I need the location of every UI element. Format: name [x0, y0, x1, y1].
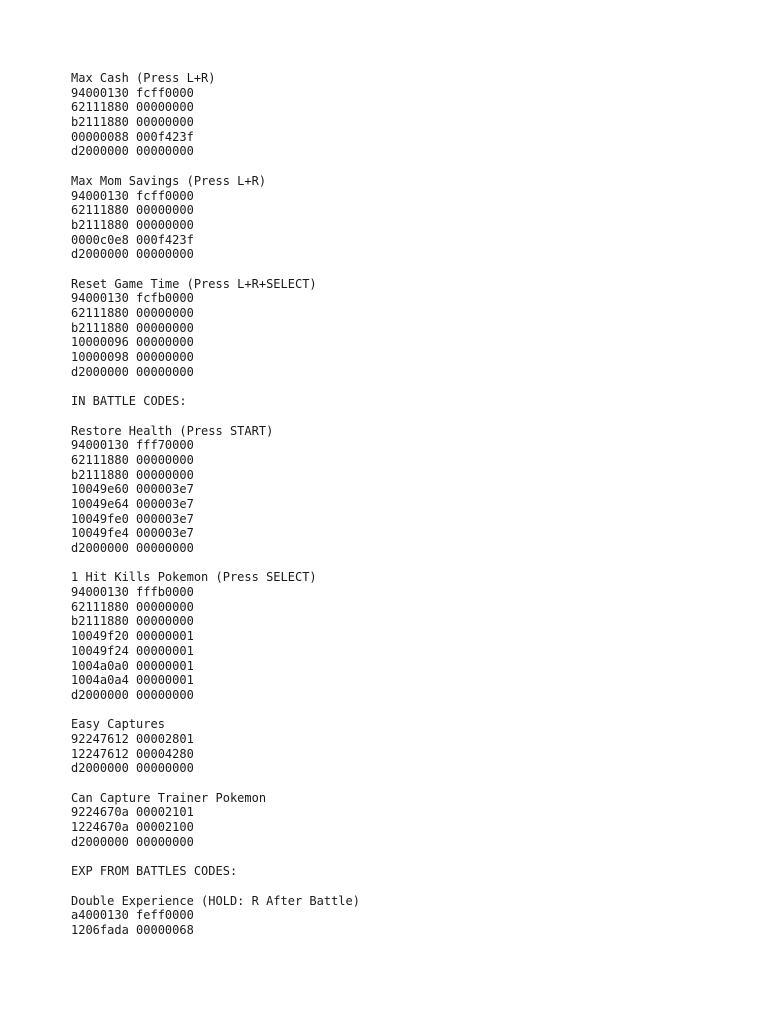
code-line: 10049f24 00000001 — [71, 643, 194, 658]
code-line: b2111880 00000000 — [71, 467, 194, 482]
code-line: 0000c0e8 000f423f — [71, 232, 194, 247]
code-line: d2000000 00000000 — [71, 834, 194, 849]
code-line: 94000130 fcfb0000 — [71, 291, 194, 306]
code-section-title: Restore Health (Press START) — [71, 423, 274, 438]
code-line: 94000130 fffb0000 — [71, 585, 194, 600]
code-line: 62111880 00000000 — [71, 203, 194, 218]
code-line: 10049e60 000003e7 — [71, 482, 194, 497]
code-line: 1224670a 00002100 — [71, 820, 194, 835]
code-line: d2000000 00000000 — [71, 761, 194, 776]
code-line: 10049fe4 000003e7 — [71, 526, 194, 541]
code-line: 10049fe0 000003e7 — [71, 511, 194, 526]
code-section — [71, 394, 731, 409]
code-line: 94000130 fcff0000 — [71, 85, 194, 100]
code-line: 94000130 fff70000 — [71, 438, 194, 453]
code-line: 92247612 00002801 — [71, 731, 194, 746]
code-line: d2000000 00000000 — [71, 364, 194, 379]
code-line: 10049e64 000003e7 — [71, 496, 194, 511]
code-line: d2000000 00000000 — [71, 144, 194, 159]
cheat-code-document — [71, 71, 731, 952]
code-line: 62111880 00000000 — [71, 452, 194, 467]
code-section-title: EXP FROM BATTLES CODES: — [71, 864, 238, 879]
code-line: b2111880 00000000 — [71, 115, 194, 130]
code-line: b2111880 00000000 — [71, 320, 194, 335]
code-section — [71, 277, 731, 380]
code-section-title: Double Experience (HOLD: R After Battle) — [71, 893, 360, 908]
code-section-title: Easy Captures — [71, 717, 165, 732]
code-line: 10000098 00000000 — [71, 350, 194, 365]
code-line: d2000000 00000000 — [71, 687, 194, 702]
code-section — [71, 894, 731, 938]
code-section-title: Can Capture Trainer Pokemon — [71, 790, 267, 805]
code-line: 94000130 fcff0000 — [71, 188, 194, 203]
code-line: 00000088 000f423f — [71, 129, 194, 144]
code-section — [71, 570, 731, 702]
code-line: 9224670a 00002101 — [71, 805, 194, 820]
code-line: d2000000 00000000 — [71, 247, 194, 262]
code-section — [71, 424, 731, 556]
code-section-title: IN BATTLE CODES: — [71, 394, 187, 409]
code-section-title: Max Mom Savings (Press L+R) — [71, 173, 267, 188]
code-line: 62111880 00000000 — [71, 306, 194, 320]
code-line: 10000096 00000000 — [71, 335, 194, 350]
code-line: 12247612 00004280 — [71, 746, 194, 761]
code-section — [71, 717, 731, 776]
code-line: 1206fada 00000068 — [71, 922, 194, 937]
code-section-title: Reset Game Time (Press L+R+SELECT) — [71, 276, 317, 291]
code-line: 62111880 00000000 — [71, 599, 194, 614]
code-line: b2111880 00000000 — [71, 217, 194, 232]
code-line: 10049f20 00000001 — [71, 629, 194, 644]
code-section — [71, 864, 731, 879]
code-line: d2000000 00000000 — [71, 541, 194, 555]
code-line: 1004a0a4 00000001 — [71, 673, 194, 688]
code-line: 62111880 00000000 — [71, 100, 194, 115]
code-line: b2111880 00000000 — [71, 614, 194, 629]
code-section — [71, 174, 731, 262]
code-line: a4000130 feff0000 — [71, 908, 194, 923]
code-section-title: 1 Hit Kills Pokemon (Press SELECT) — [71, 570, 317, 585]
code-section — [71, 791, 731, 850]
code-section — [71, 71, 731, 159]
code-line: 1004a0a0 00000001 — [71, 658, 194, 673]
code-section-title: Max Cash (Press L+R) — [71, 71, 216, 85]
